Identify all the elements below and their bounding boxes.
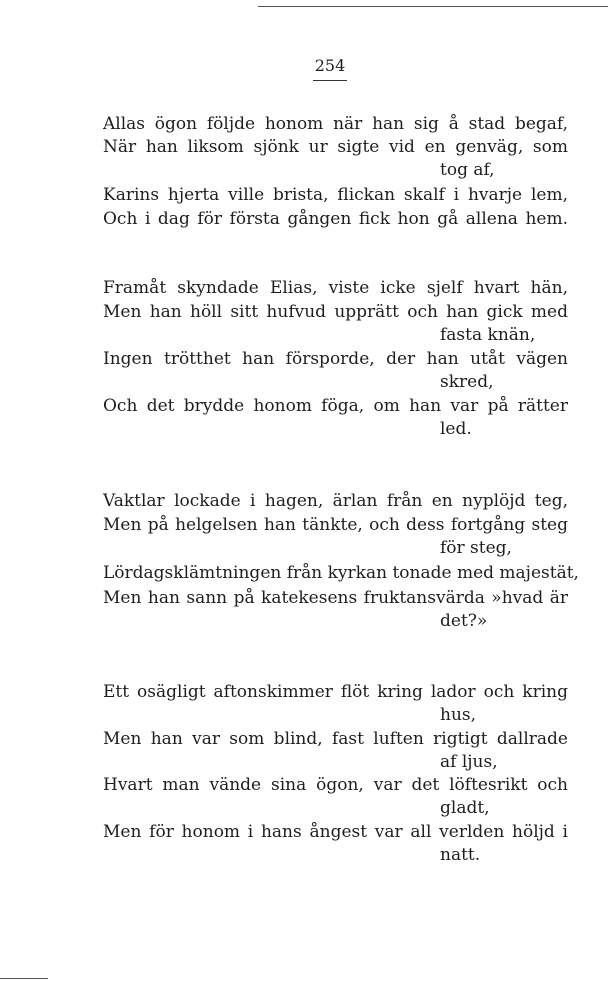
page-number-underline (313, 80, 347, 81)
verse-line-continuation: det?» (440, 611, 488, 631)
verse-line: Men han var som blind, fast luften rigtigt dallrade (103, 729, 568, 749)
verse-line: Men han höll sitt hufvud upprätt och han gick med (103, 302, 568, 322)
verse-line: Och det brydde honom föga, om han var på rätter (103, 396, 568, 416)
verse-line-continuation: natt. (440, 845, 481, 865)
verse-line: Men för honom i hans ångest var all verlden höljd i (103, 822, 568, 842)
verse-line: Ingen trötthet han försporde, der han utåt vägen (103, 349, 568, 369)
verse-line-continuation: skred, (440, 372, 494, 392)
verse-line: Ett osägligt aftonskimmer flöt kring lador och kring (103, 682, 568, 702)
verse-line: Vaktlar lockade i hagen, ärlan från en nyplöjd teg, (103, 491, 568, 511)
verse-line-continuation: gladt, (440, 798, 490, 818)
verse-line: Men han sann på katekesens fruktansvärda »hvad är (103, 588, 568, 608)
verse-line-continuation: af ljus, (440, 752, 498, 772)
verse-line: Hvart man vände sina ögon, var det löftesrikt och (103, 775, 568, 795)
verse-line: Men på helgelsen han tänkte, och dess fortgång steg (103, 515, 568, 535)
bottom-border-line (0, 978, 48, 979)
page-number: 254 (314, 56, 346, 75)
verse-line: Lördagsklämtningen från kyrkan tonade med majestät, (103, 563, 579, 583)
top-border-line (258, 6, 608, 7)
verse-line-continuation: led. (440, 419, 472, 439)
verse-line: Framåt skyndade Elias, viste icke sjelf hvart hän, (103, 278, 568, 298)
verse-line-continuation: hus, (440, 705, 477, 725)
verse-line: Allas ögon följde honom när han sig å stad begaf, (103, 114, 568, 134)
verse-line-continuation: tog af, (440, 160, 495, 180)
verse-line: När han liksom sjönk ur sigte vid en genväg, som (103, 137, 568, 157)
verse-line-continuation: fasta knän, (440, 325, 536, 345)
verse-line: Karins hjerta ville brista, flickan skalf i hvarje lem, (103, 185, 568, 205)
verse-line: Och i dag för första gången fick hon gå allena hem. (103, 209, 568, 229)
verse-line-continuation: för steg, (440, 538, 512, 558)
